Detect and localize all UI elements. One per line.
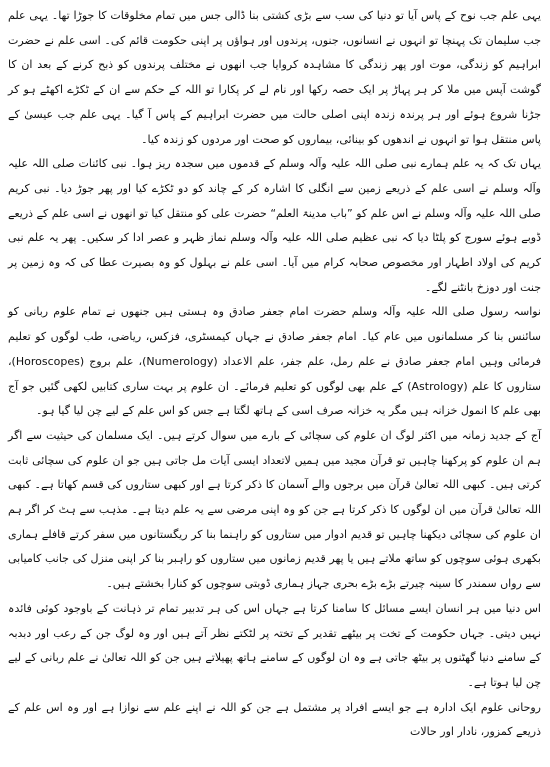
paragraph-prophets-knowledge: یہی علم جب نوح کے پاس آیا تو دنیا کی سب سے بڑی کشتی بنا ڈالی جس میں تمام مخلوقات کا جوڑا تھا۔ یہی علم جب سلیمان تک پہنچا تو انہوں نے انسانوں، جنوں، پرندوں اور ہواؤں پر اپنی حکومت قائم کی۔ اسی علم نے حضرت ابراہیم کو زندگی، موت اور پھر زندگی کا مشاہدہ کروایا جب انھوں نے مختلف پرندوں کو ذبح کرنے کے بعد ان کا گوشت آپس میں ملا کر ہر پہاڑ پر ایک حصہ رکھا اور نام لے کر پکارا تو اللہ کے حکم سے ان کے ٹکڑے اکھٹے ہو کر جڑنا شروع ہوئے اور ہر پرندہ زندہ اپنی اصلی حالت میں حضرت ابراہیم کے پاس آ گیا۔ یہی علم جب عیسیٰ کے پاس منتقل ہوا تو انہوں نے اندھوں کو بینائی، بیماروں کو صحت اور مردوں کو زندہ کیا۔ <box>8 9 541 146</box>
paragraph-institution: روحانی علوم ایک ادارہ ہے جو ایسے افراد پر مشتمل ہے جن کو اللہ نے اپنے علم سے نوازا ہے اور وہ اس علم کے ذریعے کمزور، نادار اور حالات <box>8 700 541 739</box>
paragraph-imam-jafar-sadiq: نواسہ رسول صلی اللہ علیہ وآلہ وسلم حضرت امام جعفر صادق وہ ہستی ہیں جنھوں نے تمام علوم ربانی کو سائنس بنا کر مسلمانوں میں عام کیا۔ امام جعفر صادق نے جہاں کیمسٹری، فزکس، ریاضی، طب لوگوں کو تعلیم فرمائی وہیں امام جعفر صادق نے علم رمل، علم جفر، علم الاعداد (Numerology)، علم بروج (Horoscopes)، ستاروں کا علم (Astrology) کے علم بھی لوگوں کو تعلیم فرمائے۔ ان علوم پر بہت ساری کتابیں لکھی گئیں جو آج بھی علم کا انمول خزانہ ہیں مگر یہ خزانہ صرف اسی کے ہاتھ لگتا ہے جس کو اس علم کے لیے چن لیا گیا ہو۔ <box>8 305 541 418</box>
paragraph-human-problems: اس دنیا میں ہر انسان ایسے مسائل کا سامنا کرتا ہے جہاں اس کی ہر تدبیر تمام تر ذہانت کے باوجود کوئی فائدہ نہیں دیتی۔ جہاں حکومت کے تخت پر بیٹھے تقدیر کے تختہ پر لٹکتے نظر آتے ہیں اور وہ لوگ جن کے رعب اور دبدبہ کے سامنے دنیا گھٹنوں پر بیٹھ جاتی ہے وہ ان لوگوں کے سامنے ہاتھ پھیلاتے ہیں جن کو اللہ تعالیٰ نے علم ربانی کے لیے چن لیا ہوتا ہے۔ <box>8 601 541 689</box>
paragraph-prophet-muhammad: یہاں تک کہ یہ علم ہمارے نبی صلی اللہ علیہ وآلہ وسلم کے قدموں میں سجدہ ریز ہوا۔ نبی کائنات صلی اللہ علیہ وآلہ وسلم نے اسی علم کے ذریعے زمین سے انگلی کا اشارہ کر کے چاند کو دو ٹکڑے کیا اور پھر جوڑ دیا۔ نبی کریم صلی اللہ علیہ وآلہ وسلم نے اس علم کو ”باب مدینۃ العلم“ حضرت علی کو منتقل کیا تو انھوں نے اسی علم کے ذریعے ڈوبے ہوئے سورج کو پلٹا دیا کہ نبی عظیم صلی اللہ علیہ وآلہ وسلم نماز ظہر و عصر ادا کر سکیں۔ پھر یہ علم نبی کریم کی اولاد اطہار اور مخصوص صحابہ کرام میں آیا۔ اسی علم نے بہلول کو وہ بصیرت عطا کی کہ وہ زمین پر جنت اور دوزخ بانٹنے لگے۔ <box>8 157 541 294</box>
paragraph-modern-era: آج کے جدید زمانہ میں اکثر لوگ ان علوم کی سچائی کے بارے میں سوال کرتے ہیں۔ ایک مسلمان کی حیثیت سے اگر ہم ان علوم کو پرکھنا چاہیں تو قرآن مجید میں ہمیں لاتعداد ایسی آیات مل جاتی ہیں جو ان علوم کی سچائی ثابت کرتی ہیں۔ کبھی اللہ تعالیٰ قرآن میں برجوں والے آسمان کا ذکر کرتا ہے اور کبھی ستاروں کی قسم کھاتا ہے۔ کبھی اللہ تعالیٰ قرآن میں ان لوگوں کا ذکر کرتا ہے جن کو وہ اپنی مرضی سے یہ علم دیتا ہے۔ مذہب سے ہٹ کر اگر ہم ان علوم کی سچائی دیکھنا چاہیں تو قدیم ادوار میں ستاروں کو راہنما بنا کر ریگستانوں میں سفر کرتے قافلے ہماری بکھری ہوئی سوچوں کو ساتھ ملاتے ہیں یا پھر قدیم زمانوں میں ستاروں کو راہبر بنا کر اپنی منزل کی جانب کامیابی سے رواں سمندر کا سینہ چیرتے بڑے بڑے بحری جہاز ہماری ڈوبتی سوچوں کو کنارا بخشتے ہیں۔ <box>8 428 541 591</box>
